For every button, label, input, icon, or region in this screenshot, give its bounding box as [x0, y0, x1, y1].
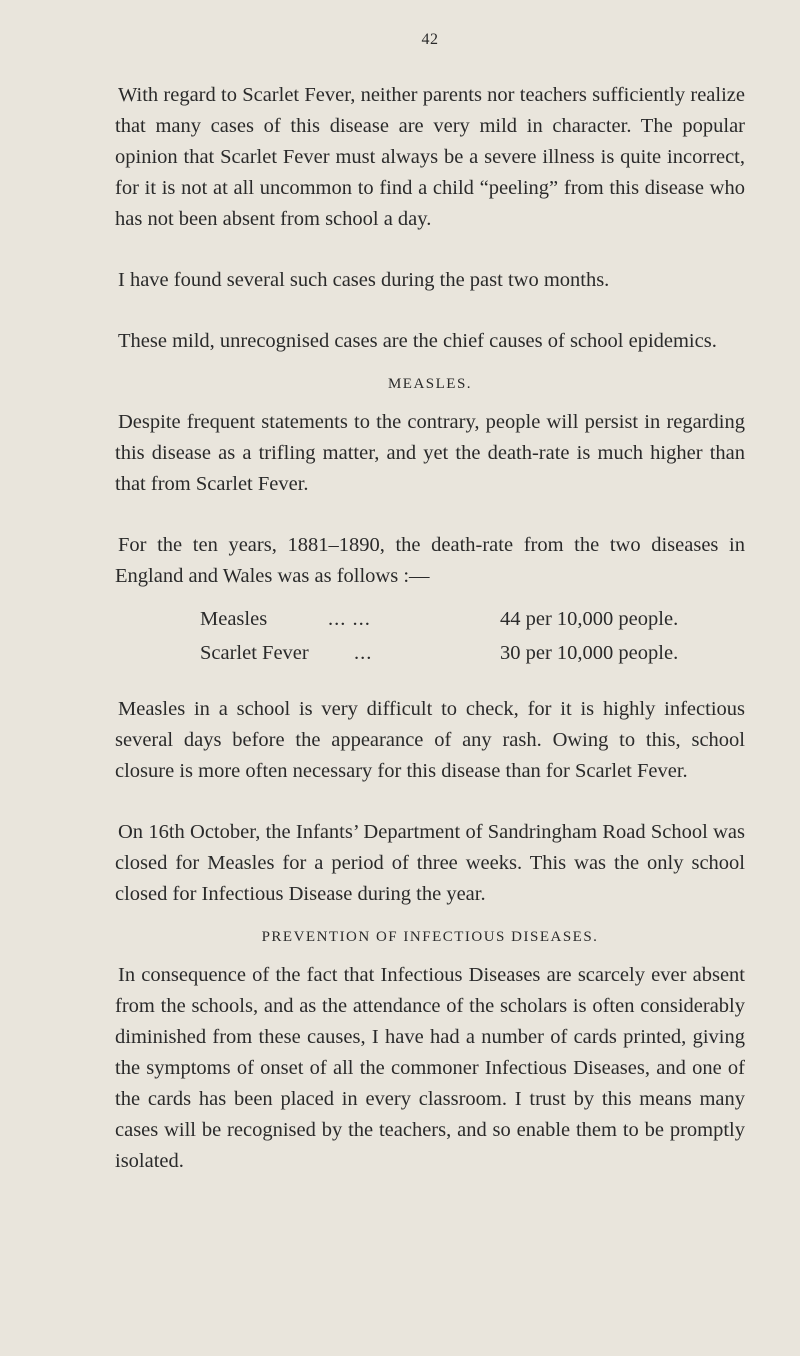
page-number: 42 [421, 31, 439, 48]
paragraph-found-cases: I have found several such cases during the past two months. [118, 269, 610, 291]
heading-measles: MEASLES. [387, 376, 473, 392]
paragraph-consequence: In consequence of the fact that Infectious Diseases are scarcely ever absent from the schools, and as the attendance of the scholars is often considerably diminished from these causes, I have had a number of cards printed, giving the symptoms of onset of all the commoner Infectious Diseases, and one of the cards has been placed in every classroom. I trust by this means many cases will be recognised by the teachers, and so enable them to be promptly isolated. [115, 964, 745, 1172]
death-rate-leader: ... ... [328, 608, 371, 630]
paragraph-october: On 16th October, the Infants’ Department of Sandringham Road School was closed for Measles for a period of three weeks. This was the only school closed for Infectious Disease during the year. [115, 821, 745, 905]
page-content [115, 80, 745, 1177]
death-rate-value: 30 per 10,000 people. [500, 642, 679, 664]
death-rate-disease: Measles [200, 608, 268, 630]
death-rate-leader: ... [354, 642, 373, 664]
death-rate-disease: Scarlet Fever [200, 642, 309, 664]
death-rate-row-measles [115, 602, 745, 636]
death-rate-table [115, 602, 745, 670]
paragraph-measles-check: Measles in a school is very difficult to check, for it is highly infectious several days before the appearance of any rash. Owing to this, school closure is more often necessary for this disease than for Scarlet Fever. [115, 698, 745, 782]
paragraph-despite: Despite frequent statements to the contrary, people will persist in regarding this disease as a trifling matter, and yet the death-rate is much higher than that from Scarlet Fever. [115, 411, 745, 495]
paragraph-scarlet-fever-mild: With regard to Scarlet Fever, neither parents nor teachers sufficiently realize that many cases of this disease are very mild in character. The popular opinion that Scarlet Fever must always be a severe illness is quite incorrect, for it is not at all uncommon to find a child “peeling” from this disease who has not been absent from school a day. [115, 84, 745, 230]
death-rate-row-scarlet-fever [115, 636, 745, 670]
heading-prevention: PREVENTION OF INFECTIOUS DISEASES. [261, 929, 599, 945]
death-rate-value: 44 per 10,000 people. [500, 608, 679, 630]
paragraph-mild-unrecognised: These mild, unrecognised cases are the chief causes of school epidemics. [118, 330, 717, 352]
paragraph-ten-years: For the ten years, 1881–1890, the death-rate from the two diseases in England and Wales was as follows :— [115, 534, 745, 587]
